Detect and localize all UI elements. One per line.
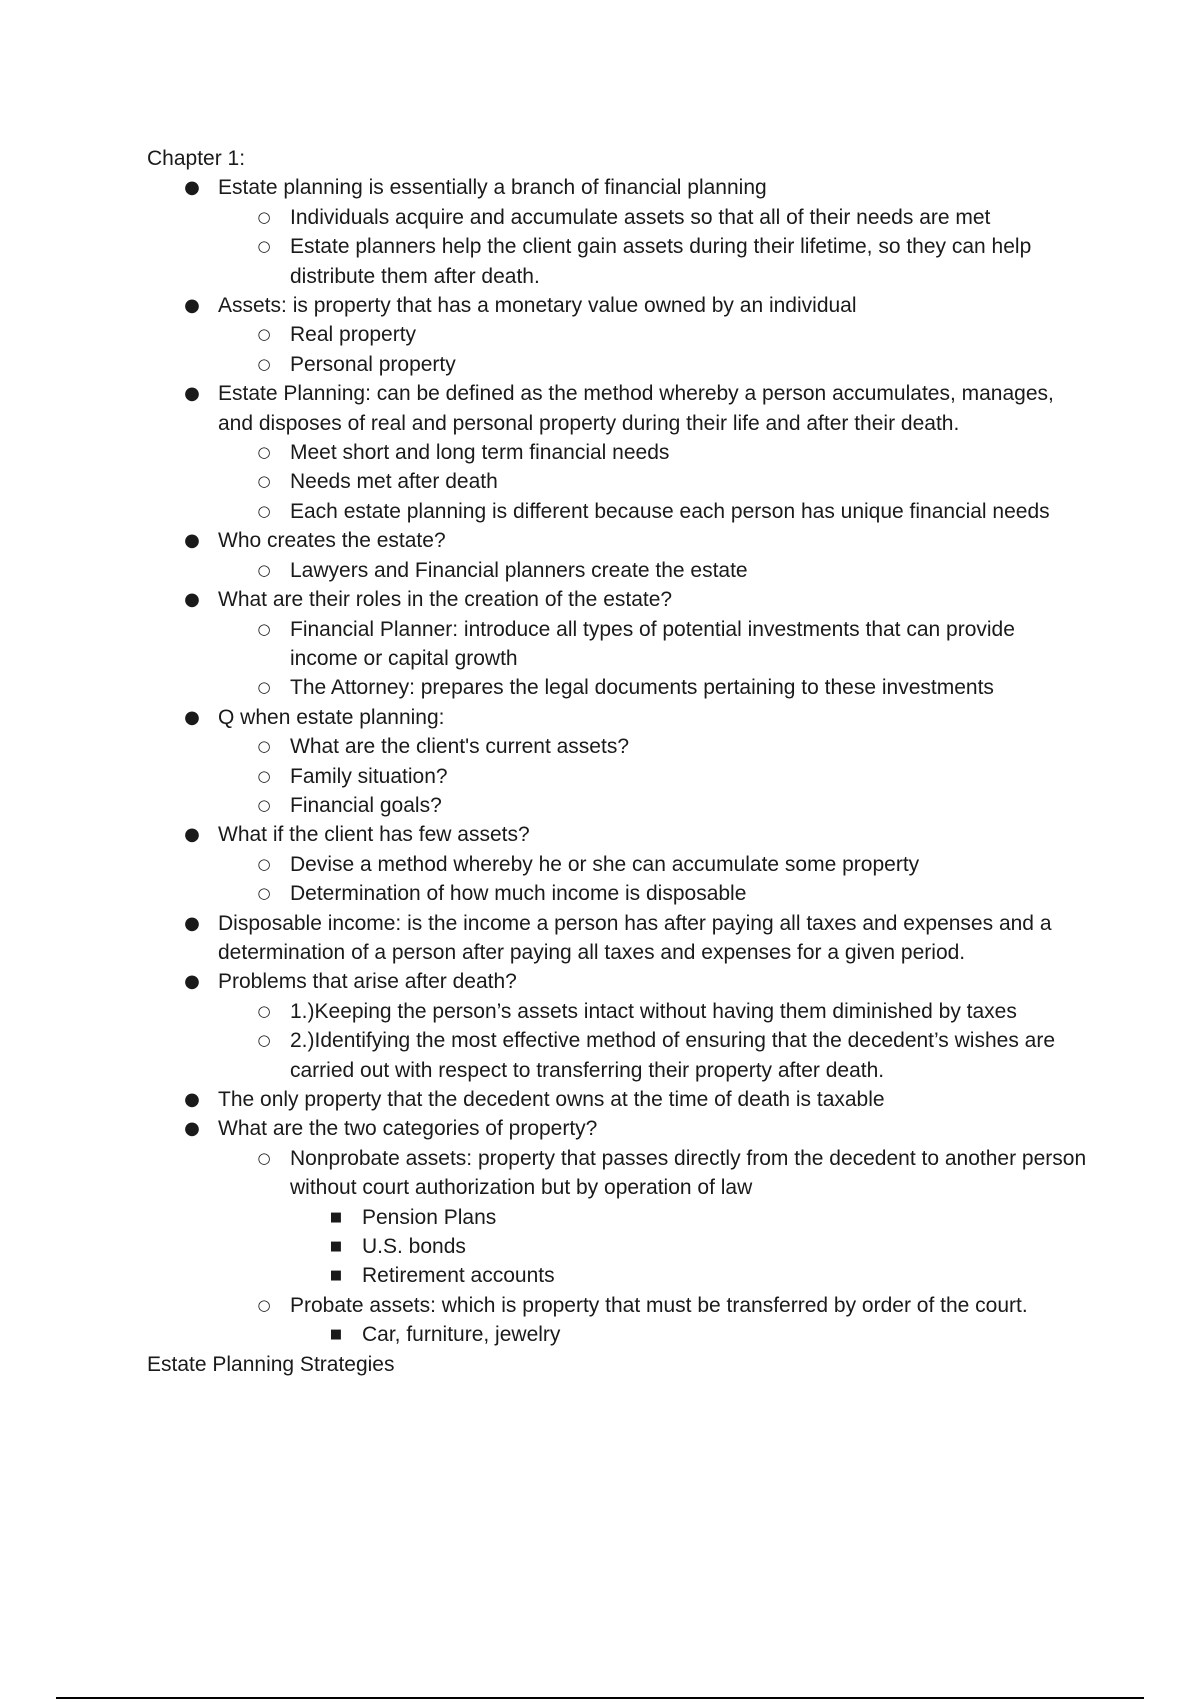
circle-bullet-icon: ○: [257, 619, 271, 638]
outline-item-text: What if the client has few assets?: [218, 823, 530, 847]
outline-item-text: Estate Planning: can be defined as the method whereby a person accumulates, manages, and disposes of real and personal property during their life and after their death.: [218, 382, 1054, 435]
disc-bullet-icon: ●: [184, 1118, 200, 1140]
outline-item-level-1: [184, 173, 1087, 291]
outline-item-text: U.S. bonds: [362, 1235, 466, 1259]
sub-list: [218, 615, 1087, 703]
disc-bullet-icon: ●: [184, 530, 200, 552]
outline-item-text: Financial goals?: [290, 793, 442, 817]
sub-list: [218, 732, 1087, 820]
outline-item-level-2: [257, 320, 1087, 349]
chapter-heading: Chapter 1:: [147, 147, 246, 170]
circle-bullet-icon: ○: [257, 443, 271, 462]
sub-list: [218, 997, 1087, 1085]
circle-bullet-icon: ○: [257, 501, 271, 520]
circle-bullet-icon: ○: [257, 766, 271, 785]
disc-bullet-icon: ●: [184, 706, 200, 728]
outline-item-level-1: [184, 585, 1087, 703]
outline-item-text: Disposable income: is the income a person has after paying all taxes and expenses and a determination of a person after paying all taxes and expenses for a given period.: [218, 911, 1052, 964]
circle-bullet-icon: ○: [257, 737, 271, 756]
outline-item-level-3: [329, 1232, 1087, 1261]
outline-item-level-1: [184, 291, 1087, 379]
outline-item-text: Nonprobate assets: property that passes directly from the decedent to another person without court authorization but by operation of law: [290, 1146, 1087, 1200]
square-bullet-icon: ■: [329, 1209, 343, 1225]
outline-item-level-2: [257, 497, 1087, 526]
outline-item-text: Real property: [290, 323, 417, 347]
outline-item-text: Lawyers and Financial planners create the estate: [290, 558, 748, 582]
outline-item-text: Personal property: [290, 352, 456, 376]
circle-bullet-icon: ○: [257, 1295, 271, 1314]
document-page: [147, 144, 1087, 1379]
outline-item-text: Pension Plans: [362, 1205, 497, 1229]
outline-item-level-2: [257, 203, 1087, 232]
outline-item-text: 2.)Identifying the most effective method of ensuring that the decedent’s wishes are carried out with respect to transferring their property after death.: [290, 1029, 1056, 1082]
circle-bullet-icon: ○: [257, 1001, 271, 1020]
outline-list: [147, 173, 1087, 1349]
sub-list: [218, 438, 1087, 526]
sub-list: [290, 1320, 1087, 1349]
outline-item-level-3: [329, 1261, 1087, 1290]
outline-item-text: Meet short and long term financial needs: [290, 441, 670, 465]
sub-list: [290, 1203, 1087, 1291]
outline-item-text: The only property that the decedent owns at the time of death is taxable: [218, 1088, 885, 1111]
outline-item-level-2: [257, 350, 1087, 379]
outline-item-text: Probate assets: which is property that must be transferred by order of the court.: [290, 1293, 1028, 1317]
outline-item-level-2: [257, 232, 1087, 291]
outline-item-text: Family situation?: [290, 764, 448, 788]
outline-item-level-1: [184, 526, 1087, 585]
sub-list: [218, 320, 1087, 379]
outline-item-level-2: [257, 438, 1087, 467]
circle-bullet-icon: ○: [257, 354, 271, 373]
outline-item-text: Estate planners help the client gain assets during their lifetime, so they can help distribute them after death.: [290, 235, 1032, 288]
outline-item-level-3: [329, 1203, 1087, 1232]
outline-item-level-2: [257, 791, 1087, 820]
circle-bullet-icon: ○: [257, 560, 271, 579]
circle-bullet-icon: ○: [257, 795, 271, 814]
page-bottom-rule: [56, 1697, 1144, 1699]
outline-item-text: 1.)Keeping the person’s assets intact without having them diminished by taxes: [290, 999, 1017, 1023]
disc-bullet-icon: ●: [184, 971, 200, 993]
square-bullet-icon: ■: [329, 1268, 343, 1284]
disc-bullet-icon: ●: [184, 824, 200, 846]
outline-item-text: Problems that arise after death?: [218, 970, 517, 994]
outline-item-level-1: [184, 967, 1087, 1085]
outline-item-text: Q when estate planning:: [218, 705, 445, 729]
outline-item-level-1: [184, 820, 1087, 908]
section-heading: Estate Planning Strategies: [147, 1352, 395, 1376]
outline-item-text: Financial Planner: introduce all types of potential investments that can provide income or capital growth: [290, 617, 1015, 670]
circle-bullet-icon: ○: [257, 237, 271, 256]
circle-bullet-icon: ○: [257, 325, 271, 344]
outline-item-text: Needs met after death: [290, 470, 498, 494]
circle-bullet-icon: ○: [257, 472, 271, 491]
outline-item-level-2: [257, 556, 1087, 585]
outline-item-text: What are their roles in the creation of the estate?: [218, 588, 673, 612]
outline-item-level-2: [257, 1144, 1087, 1291]
outline-item-level-2: [257, 1291, 1087, 1350]
square-bullet-icon: ■: [329, 1327, 343, 1343]
outline-item-level-1: [184, 1114, 1087, 1349]
outline-item-level-1: [184, 1085, 1087, 1114]
outline-item-level-2: [257, 879, 1087, 908]
square-bullet-icon: ■: [329, 1239, 343, 1255]
outline-item-level-2: [257, 850, 1087, 879]
outline-item-level-2: [257, 762, 1087, 791]
circle-bullet-icon: ○: [257, 678, 271, 697]
sub-list: [218, 1144, 1087, 1350]
disc-bullet-icon: ●: [184, 1089, 200, 1110]
outline-item-level-1: [184, 703, 1087, 821]
outline-item-level-2: [257, 732, 1087, 761]
disc-bullet-icon: ●: [184, 912, 200, 934]
outline-item-text: Devise a method whereby he or she can accumulate some property: [290, 852, 920, 876]
disc-bullet-icon: ●: [184, 383, 200, 405]
outline-item-level-3: [329, 1320, 1087, 1349]
outline-item-level-2: [257, 615, 1087, 674]
outline-item-text: Individuals acquire and accumulate assets so that all of their needs are met: [290, 205, 991, 229]
sub-list: [218, 850, 1087, 909]
circle-bullet-icon: ○: [257, 1148, 271, 1167]
outline-item-level-2: [257, 997, 1087, 1026]
circle-bullet-icon: ○: [257, 1031, 271, 1050]
sub-list: [218, 556, 1087, 585]
outline-item-text: Estate planning is essentially a branch of financial planning: [218, 176, 767, 200]
outline-item-text: Determination of how much income is disposable: [290, 882, 747, 906]
outline-item-text: Car, furniture, jewelry: [362, 1323, 561, 1347]
circle-bullet-icon: ○: [257, 884, 271, 903]
disc-bullet-icon: ●: [184, 589, 200, 611]
outline-item-text: Retirement accounts: [362, 1264, 555, 1288]
disc-bullet-icon: ●: [184, 295, 200, 317]
outline-item-text: Each estate planning is different because each person has unique financial needs: [290, 499, 1050, 523]
outline-item-text: What are the two categories of property?: [218, 1117, 598, 1141]
circle-bullet-icon: ○: [257, 854, 271, 873]
sub-list: [218, 203, 1087, 291]
outline-item-text: What are the client's current assets?: [290, 735, 629, 759]
outline-item-text: Who creates the estate?: [218, 529, 446, 553]
outline-item-level-1: [184, 909, 1087, 968]
outline-item-text: Assets: is property that has a monetary value owned by an individual: [218, 294, 857, 318]
outline-item-level-2: [257, 1026, 1087, 1085]
disc-bullet-icon: ●: [184, 177, 200, 199]
outline-item-level-2: [257, 673, 1087, 702]
outline-item-level-2: [257, 467, 1087, 496]
outline-item-level-1: [184, 379, 1087, 526]
circle-bullet-icon: ○: [257, 207, 271, 226]
outline-item-text: The Attorney: prepares the legal documents pertaining to these investments: [290, 676, 994, 700]
